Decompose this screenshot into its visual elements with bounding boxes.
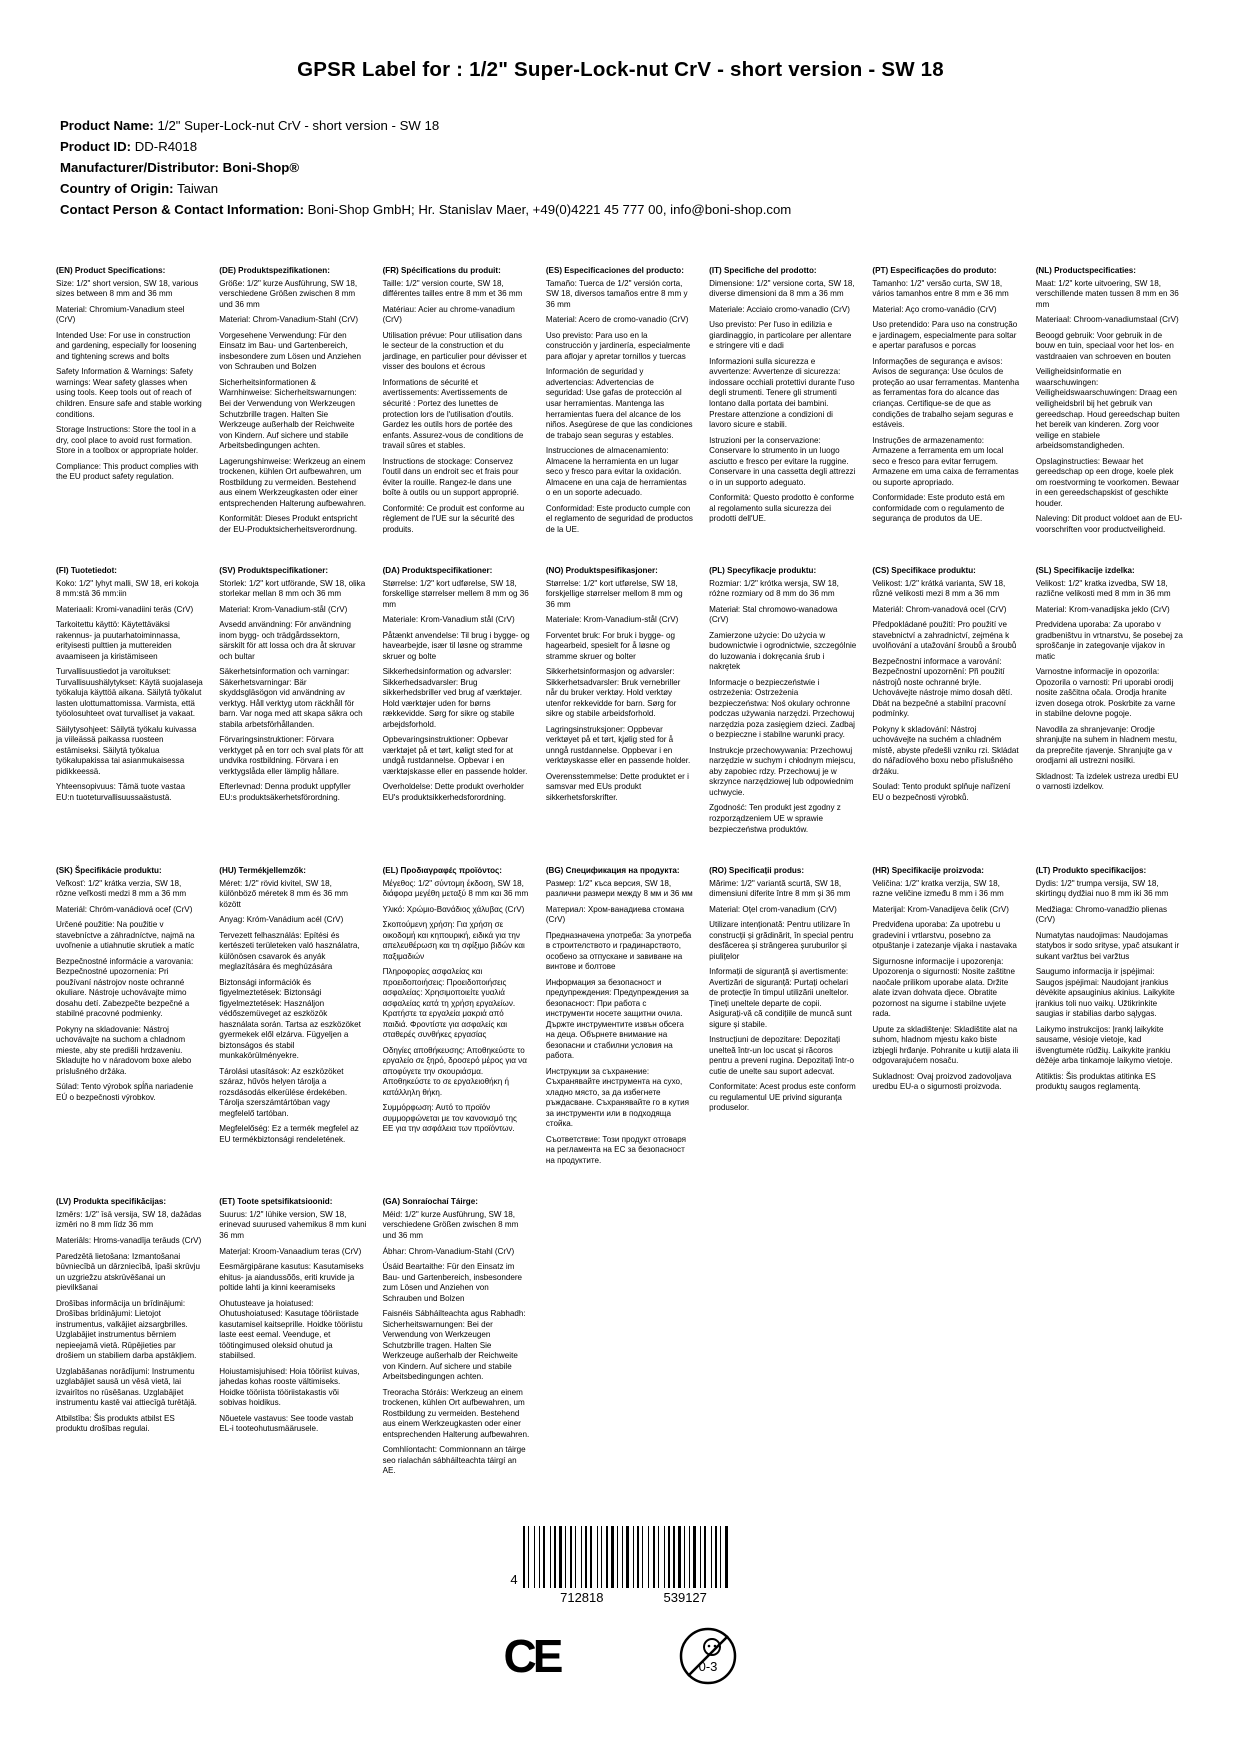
spec-paragraph: Informații de siguranță și avertismente: Avertizări de siguranță: Purtați ochelari de protecție în timpul utilizării uneltelor. Țineți uneltele departe de copii. Asigurați-vă că condițiile de muncă sunt sigure și stabile. <box>709 967 852 1029</box>
spec-paragraph: Méret: 1/2" rövid kivitel, SW 18, különböző méretek 8 mm és 36 mm között <box>219 878 348 909</box>
spec-paragraph: Предназначена употреба: За употреба в строителството и градинарството, особено за отпускане и завиване на винтове и болтове <box>545 930 692 972</box>
value-product-name: 1/2" Super-Lock-nut CrV - short version - SW 18 <box>157 118 440 133</box>
spec-paragraph: Sikkerhetsinformasjon og advarsler: Sikkerhetsadvarsler: Bruk vernebriller når du bruker verktøy. Hold verktøy utenfor rekkevidde for barn. Sørg for sikre og stabile arbeidsforhold. <box>545 667 681 719</box>
spec-paragraph: Utilizare intenționată: Pentru utilizare în construcții și grădinărit, în special pentru desfăcerea și strângerea șuruburilor și piulițelor <box>709 920 854 961</box>
spec-paragraph: Πληροφορίες ασφαλείας και προειδοποιήσεις: Προειδοποιήσεις ασφαλείας: Χρησιμοποιείτε γυαλιά ασφαλείας κατά τη χρήση εργαλείων. Κρατήστε τα εργαλεία μακριά από παιδιά. Φροντίστε για ασφαλείς και σταθερές συνθήκες εργασίας <box>382 967 516 1040</box>
spec-block <box>219 566 368 840</box>
spec-paragraph: Veiligheidsinformatie en waarschuwingen: Veiligheidswaarschuwingen: Draag een veiligheidsbril bij het gebruik van gereedschap. Houd gereedschap buiten het bereik van kinderen. Zorg voor veilige en stabiele arbeidsomstandigheden. <box>1035 367 1180 451</box>
spec-language-heading: (NL) Productspecificaties: <box>1035 266 1136 276</box>
spec-language-heading: (BG) Спецификация на продукта: <box>545 866 680 876</box>
spec-paragraph: Materiaali: Kromi-vanadiini teräs (CrV) <box>56 604 194 614</box>
spec-paragraph: Инструкции за съхранение: Съхранявайте инструмента на сухо, хладно място, за да избегнете ръждасване. Съхранявайте го в кутия за инструменти или в подходяща стойка. <box>545 1066 690 1129</box>
spec-block <box>56 866 205 1171</box>
value-contact: Boni-Shop GmbH; Hr. Stanislav Maer, +49(0)4221 45 777 00, info@boni-shop.com <box>307 202 792 218</box>
spec-block <box>56 1197 205 1481</box>
spec-paragraph: Safety Information & Warnings: Safety warnings: Wear safety glasses when using tools. Keep tools out of reach of children. Ensure safe and stable working conditions. <box>56 367 202 419</box>
spec-language-heading: (EL) Προδιαγραφές προϊόντος: <box>382 866 502 876</box>
spec-block <box>709 866 858 1171</box>
spec-paragraph: Intended Use: For use in construction and gardening, especially for loosening and tightening screws and bolts <box>56 330 197 361</box>
spec-paragraph: Instrucțiuni de depozitare: Depozitați unelteă într-un loc uscat și răcoros pentru a preveni rugina. Depozitați într-o cutie de unelte sau suport adecvat. <box>709 1035 855 1076</box>
spec-language-heading: (EN) Product Specifications: <box>56 266 166 276</box>
spec-block <box>546 566 695 840</box>
spec-paragraph: Materiál: Chrom-vanadová ocel (CrV) <box>872 604 1007 614</box>
spec-block <box>219 1197 368 1481</box>
spec-paragraph: Velikost: 1/2" krátká varianta, SW 18, různé velikosti mezi 8 mm a 36 mm <box>872 578 1006 599</box>
spec-language-heading: (SL) Specifikacije izdelka: <box>1035 566 1135 576</box>
spec-block <box>219 266 368 540</box>
spec-paragraph: Μέγεθος: 1/2" σύντομη έκδοση, SW 18, διάφορα μεγέθη μεταξύ 8 mm και 36 mm <box>382 878 529 899</box>
spec-block <box>56 566 205 840</box>
spec-paragraph: Comhlíontacht: Commionnann an táirge seo rialachán sábháilteachta táirgí an AE. <box>382 1445 526 1476</box>
spec-paragraph: Instructions de stockage: Conservez l'outil dans un endroit sec et frais pour éviter la rouille. Rangez-le dans une boîte à outils ou un support approprié. <box>382 456 519 498</box>
spec-paragraph: Naleving: Dit product voldoet aan de EU-voorschriften voor productveiligheid. <box>1035 514 1183 534</box>
spec-paragraph: Conformità: Questo prodotto è conforme al regolamento sulla sicurezza dei prodotti dell'UE. <box>709 493 855 524</box>
spec-paragraph: Materiale: Krom-Vanadium-stål (CrV) <box>545 615 679 625</box>
spec-paragraph: Tarkoitettu käyttö: Käytettäväksi rakennus- ja puutarhatoiminnassa, erityisesti pulttien ja muttereiden avaamiseen ja kiristämiseen <box>56 620 181 661</box>
spec-language-heading: (HR) Specifikacije proizvoda: <box>872 866 984 876</box>
spec-paragraph: Medžiaga: Chromo-vanadžio plienas (CrV) <box>1035 904 1168 925</box>
spec-language-heading: (ES) Especificaciones del producto: <box>545 266 684 276</box>
spec-paragraph: Bezpečnostní informace a varování: Bezpečnostní upozornění: Při použití nástrojů noste ochranné brýle. Uchovávejte nástroje mimo dosah dětí. Dbát na bezpečné a stabilní pracovní podmínky. <box>872 656 1013 719</box>
spec-block <box>1036 866 1185 1171</box>
spec-paragraph: Veličina: 1/2" kratka verzija, SW 18, razne veličine između 8 mm i 36 mm <box>872 878 1004 899</box>
spec-paragraph: Atbilstība: Šis produkts atbilst ES produktu drošības regulai. <box>56 1413 175 1434</box>
spec-paragraph: Megfelelőség: Ez a termék megfelel az EU termékbiztonsági rendeletének. <box>219 1124 359 1144</box>
spec-paragraph: Matériau: Acier au chrome-vanadium (CrV) <box>382 304 515 325</box>
spec-block <box>383 866 532 1171</box>
spec-paragraph: Dydis: 1/2" trumpa versija, SW 18, skirtingų dydžiai nuo 8 mm iki 36 mm <box>1035 878 1169 899</box>
value-country-of-origin: Taiwan <box>176 181 219 197</box>
barcode <box>510 1526 730 1588</box>
spec-paragraph: Størrelse: 1/2" kort utførelse, SW 18, forskjellige størrelser mellom 8 mm og 36 mm <box>545 578 683 609</box>
spec-paragraph: Informações de segurança e avisos: Avisos de segurança: Use óculos de proteção ao usar ferramentas. Mantenha as ferramentas fora do alcance das crianças. Certifique-se de que as condições de trabalho sejam seguras e estáveis. <box>872 356 1020 430</box>
spec-paragraph: Upute za skladištenje: Skladištite alat na suhom, hladnom mjestu kako biste izbjegli hrđanje. Pohranite u kutiji alata ili odgovarajućem nosaču. <box>872 1024 1019 1066</box>
specifications-grid <box>56 266 1185 1508</box>
spec-language-heading: (FR) Spécifications du produit: <box>382 266 501 276</box>
spec-paragraph: Opbevaringsinstruktioner: Opbevar værktøjet på et tørt, køligt sted for at undgå rustdannelse. Opbevar i en værktøjskasse eller en passende holder. <box>382 735 528 776</box>
spec-language-heading: (IT) Specifiche del prodotto: <box>709 266 817 276</box>
spec-paragraph: Tárolási utasítások: Az eszközöket száraz, hűvös helyen tárolja a rozsdásodás elkerülése érdekében. Tárolja szerszámtártóban vagy megfelelő tartóban. <box>219 1066 348 1118</box>
spec-paragraph: Uzglabāšanas norādījumi: Instrumentu uzglabājiet sausā un vēsā vietā, lai izvairītos no rūsēšanas. Uzglabājiet instrumentu kastē vai attiecīgā turētājā. <box>56 1366 197 1408</box>
spec-paragraph: Drošības informācija un brīdinājumi: Drošības brīdinājumi: Lietojot instrumentus, valkājiet aizsargbrilles. Uzglabājiet instrumentus bērniem nepieejamā vietā. Rūpējieties par drošiem un stabiliem darba apstākļiem. <box>56 1298 197 1361</box>
spec-paragraph: Predvidena uporaba: Za uporabo v gradbeništvu in vrtnarstvu, še posebej za sproščanje in zategovanje vijakov in matic <box>1035 620 1183 661</box>
spec-block <box>872 866 1021 1171</box>
spec-paragraph: Rozmiar: 1/2" krótka wersja, SW 18, różne rozmiary od 8 mm do 36 mm <box>709 578 839 599</box>
spec-paragraph: Instruções de armazenamento: Armazene a ferramenta em um local seco e fresco para evitar ferrugem. Armazene em uma caixa de ferramentas ou suporte apropriado. <box>872 435 1019 487</box>
spec-paragraph: Materiale: Krom-Vanadium stål (CrV) <box>382 615 515 625</box>
label-contact: Contact Person & Contact Information: <box>60 202 304 218</box>
spec-paragraph: Uso pretendido: Para uso na construção e jardinagem, especialmente para soltar e apertar parafusos e porcas <box>872 320 1018 351</box>
spec-paragraph: Förvaringsinstruktioner: Förvara verktyget på en torr och sval plats för att undvika rostbildning. Förvara i en verktygslåda eller lämplig hållare. <box>219 735 364 776</box>
spec-paragraph: Méid: 1/2" kurze Ausführung, SW 18, verschiedene Größen zwischen 8 mm und 36 mm <box>382 1209 519 1240</box>
spec-block <box>383 1197 532 1481</box>
spec-paragraph: Storlek: 1/2" kort utförande, SW 18, olika storlekar mellan 8 mm och 36 mm <box>219 578 366 599</box>
spec-paragraph: Úsáid Beartaithe: Für den Einsatz im Bau- und Gartenbereich, insbesondere zum Lösen und Anziehen von Schrauben und Bolzen <box>382 1262 523 1303</box>
spec-language-heading: (NO) Produktspesifikasjoner: <box>545 566 658 576</box>
spec-paragraph: Forventet bruk: For bruk i bygge- og hagearbeid, spesielt for å løsne og stramme skruer og bolter <box>545 630 675 661</box>
spec-paragraph: Sikkerhedsinformation og advarsler: Sikkerhedsadvarsler: Brug sikkerhedsbriller ved brug af værktøjer. Hold værktøjer uden for børns rækkevidde. Sørg for sikre og stabile arbejdsforhold. <box>382 667 523 729</box>
spec-paragraph: Anyag: Króm-Vanádium acél (CrV) <box>219 915 344 925</box>
spec-paragraph: Instrucciones de almacenamiento: Almacene la herramienta en un lugar seco y fresco para evitar la oxidación. Almacene en una caja de herramientas o en un soporte adecuado. <box>545 446 687 498</box>
spec-paragraph: Säkerhetsinformation och varningar: Säkerhetsvarningar: Bär skyddsgläsögon vid användning av verktyg. Håll verktyg utom räckhåll för barn. Var noga med att skapa säkra och stabila arbetsförhållanden. <box>219 667 363 729</box>
spec-block <box>872 566 1021 840</box>
spec-paragraph: Υλικό: Χρώμιο-Βανάδιος χάλυβας (CrV) <box>382 904 525 914</box>
spec-paragraph: Съответствие: Този продукт отговаря на регламента на ЕС за безопасност на продуктите. <box>545 1134 686 1165</box>
spec-paragraph: Biztonsági információk és figyelmeztetések: Biztonsági figyelmeztetések: Használjon védőszemüveget az eszközök használata során. Tartsa az eszközöket gyermekek elől elzárva. Fügyeljen a biztonságos és stabil munkakörülményekre. <box>219 977 361 1061</box>
spec-block <box>546 866 695 1171</box>
barcode-group-left: 712818 <box>560 1589 604 1605</box>
spec-paragraph: Säilytysohjeet: Säilytä työkalu kuivassa ja viileässä paikassa ruosteen estämiseksi. Säilytä työkalua työkalupakissa tai asianmukaisessa pidikkeessä. <box>56 724 197 776</box>
spec-paragraph: Materiál: Chróm-vanádiová oceľ (CrV) <box>56 904 193 914</box>
spec-block <box>383 566 532 840</box>
header-row-manufacturer <box>60 158 1185 178</box>
spec-paragraph: Compliance: This product complies with the EU product safety regulation. <box>56 461 199 482</box>
spec-language-heading: (GA) Sonraíochaí Táirge: <box>382 1197 478 1207</box>
spec-paragraph: Ábhar: Chrom-Vanadium-Stahl (CrV) <box>382 1246 515 1256</box>
spec-language-heading: (LV) Produkta specifikācijas: <box>56 1197 167 1207</box>
spec-paragraph: Materiaal: Chroom-vanadiumstaal (CrV) <box>1035 315 1179 325</box>
spec-paragraph: Maat: 1/2" korte uitvoering, SW 18, verschillende maten tussen 8 mm en 36 mm <box>1035 278 1179 309</box>
spec-paragraph: Veľkosť: 1/2" krátka verzia, SW 18, rôzne veľkosti medzi 8 mm a 36 mm <box>56 878 187 899</box>
spec-paragraph: Ohutusteave ja hoiatused: Ohutushoiatused: Kasutage tööriistade kasutamisel kaitseprille. Hoidke tööriistu laste eest eemal. Veenduge, et töötingimused oleksid ohutud ja stabiilsed. <box>219 1298 363 1361</box>
spec-paragraph: Tervezett felhasználás: Epítési és kertészeti területeken való használatra, különösen csavarok és anyák meglazítására és meghúzására <box>219 930 360 972</box>
spec-paragraph: Material: Chromium-Vanadium steel (CrV) <box>56 304 185 325</box>
spec-language-heading: (PT) Especificações do produto: <box>872 266 997 276</box>
spec-paragraph: Tamaño: Tuerca de 1/2" versión corta, SW 18, diversos tamaños entre 8 mm y 36 mm <box>545 278 688 309</box>
label-product-name: Product Name: <box>60 118 154 133</box>
spec-paragraph: Storage Instructions: Store the tool in a dry, cool place to avoid rust formation. Store in a toolbox or appropriate holder. <box>56 425 199 456</box>
spec-paragraph: Beoogd gebruik: Voor gebruik in de bouw en tuin, speciaal voor het los- en vastdraaien van schroeven en bouten <box>1035 330 1174 361</box>
spec-paragraph: Sicherheitsinformationen & Warnhinweise: Sicherheitswarnungen: Bei der Verwendung von Werkzeugen Schutzbrille tragen. Halten Sie Werkzeuge außerhalb der Reichweite von Kindern. Auf sichere und stabile Arbeitsbedingungen achten. <box>219 377 357 451</box>
spec-language-heading: (DE) Produktspezifikationen: <box>219 266 330 276</box>
spec-paragraph: Bezpečnostné informácie a varovania: Bezpečnostné upozornenia: Pri používaní nástrojov noste ochranné okuliare. Nástroje uchovávajte mimo dosahu detí. Zabezpečte bezpečné a stabilné pracovné podmienky. <box>56 956 194 1019</box>
age-warning-icon <box>679 1627 737 1685</box>
spec-paragraph: Οδηγίες αποθήκευσης: Αποθηκεύστε το εργαλείο σε ξηρό, δροσερό μέρος για να αποφύγετε την σκουριάσμα. Αποθηκεύστε το σε εργαλειοθήκη ή κατάλληλη θήκη. <box>382 1045 527 1097</box>
spec-paragraph: Lagringsinstruksjoner: Oppbevar verktøyet på et tørt, kjølig sted for å unngå rustdannelse. Oppbevar i en verktøyskasse eller en passende holder. <box>545 724 691 766</box>
label-product-id: Product ID: <box>60 139 132 155</box>
spec-paragraph: Uso previsto: Per l'uso in edilizia e giardinaggio, in particolare per allentare e stringere viti e dadi <box>709 320 852 351</box>
spec-paragraph: Uso previsto: Para uso en la construcción y jardinería, especialmente para aflojar y apretar tornillos y tuercas <box>545 330 691 361</box>
spec-paragraph: Zamierzone użycie: Do użycia w budownictwie i ogrodnictwie, szczególnie do luzowania i dokręcania śrub i nakrętek <box>709 630 857 672</box>
spec-paragraph: Informations de sécurité et avertissements: Avertissements de sécurité : Portez des lunettes de protection lors de l'utilisation d'outils. Gardez les outils hors de portée des enfants. Assurez-vous de conditions de travail sûres et stables. <box>382 377 524 451</box>
spec-block <box>546 266 695 540</box>
spec-paragraph: Paredzētā lietošana: Izmantošanai būvniecībā un dārzniecībā, īpaši skrūvju un uzgriežzu atskrūvēšanai un pievilkšanai <box>56 1251 200 1293</box>
label-manufacturer: Manufacturer/Distributor: <box>60 160 219 176</box>
spec-paragraph: Určené použitie: Na použitie v stavebníctve a záhradníctve, najmä na uvoľnenie a utiahnutie skrutiek a matíc <box>56 920 195 951</box>
spec-paragraph: Информация за безопасност и предупреждения: Предупреждения за безопасност: При работа с инструменти носете защитни очила. Държте инструментите извън обсега на деца. Обърнете внимание на безопасни и стабилни условия на работа. <box>545 977 689 1061</box>
barcode-area <box>56 1526 1185 1605</box>
spec-paragraph: Mărime: 1/2" variantă scurtă, SW 18, dimensiuni diferite între 8 mm și 36 mm <box>709 878 851 899</box>
spec-language-heading: (SK) Špecifikácie produktu: <box>56 866 162 876</box>
spec-block <box>709 266 858 540</box>
spec-paragraph: Dimensione: 1/2" versione corta, SW 18, diverse dimensioni da 8 mm a 36 mm <box>709 278 855 299</box>
spec-language-heading: (LT) Produkto specifikacijos: <box>1035 866 1147 876</box>
spec-paragraph: Suurus: 1/2" lühike version, SW 18, erinevad suurused vahemikus 8 mm kuni 36 mm <box>219 1209 367 1240</box>
spec-paragraph: Súlad: Tento výrobok spĺňa nariadenie EÚ o bezpečnosti výrobkov. <box>56 1082 194 1102</box>
barcode-group-right: 539127 <box>663 1589 707 1605</box>
spec-paragraph: Istruzioni per la conservazione: Conservare lo strumento in un luogo asciutto e fresco per evitare la ruggine. Conservare in una cassetta degli attrezzi o in un supporto adeguato. <box>709 435 856 487</box>
compliance-marks <box>56 1627 1185 1697</box>
spec-paragraph: Předpokládané použití: Pro použití ve stavebnictví a zahradnictví, zejména k uvolňování a utažování šroubů a šroubů <box>872 620 1017 651</box>
spec-block <box>1036 266 1185 540</box>
spec-paragraph: Informazioni sulla sicurezza e avvertenze: Avvertenze di sicurezza: indossare occhiali protettivi durante l'uso degli strumenti. Tenere gli strumenti lontano dalla portata dei bambini. Prestare attenzione a condizioni di lavoro sicure e stabili. <box>709 356 855 430</box>
spec-paragraph: Velikost: 1/2" kratka izvedba, SW 18, različne velikosti med 8 mm in 36 mm <box>1035 578 1171 599</box>
spec-paragraph: Material: Chrom-Vanadium-Stahl (CrV) <box>219 315 359 325</box>
spec-paragraph: Sukladnost: Ovaj proizvod zadovoljava uredbu EU-a o sigurnosti proizvoda. <box>872 1071 1012 1092</box>
spec-paragraph: Turvallisuustiedot ja varoitukset: Turvallisuushälytykset: Käytä suojalaseja työkaluja käyttöä aikana. Säilytä työkalut lasten ulottumattomissa. Varmista, että työolosuhteet ovat turvalliset ja vakaat. <box>56 667 203 719</box>
spec-paragraph: Numatytas naudojimas: Naudojamas statybos ir sodo srityse, ypač atsukant ir sukant varžtus bei varžtus <box>1035 930 1180 961</box>
barcode-numbers <box>534 1590 707 1605</box>
spec-paragraph: Vorgesehene Verwendung: Für den Einsatz im Bau- und Gartenbereich, insbesondere zum Lösen und Anziehen von Schrauben und Bolzen <box>219 330 362 372</box>
spec-paragraph: Zgodność: Ten produkt jest zgodny z rozporządzeniem UE w sprawie bezpieczeństwa produktów. <box>709 803 841 834</box>
spec-paragraph: Navodila za shranjevanje: Orodje shranjujte na suhem in hladnem mestu, da preprečite rjavenje. Shranjujte ga v orodjarni ali ustrezni nosilki. <box>1035 724 1177 766</box>
spec-paragraph: Sigurnosne informacije i upozorenja: Upozorenja o sigurnosti: Nosite zaštitne naočale prilikom uporabe alata. Držite alate izvan dohvata djece. Obratite pozornost na sigurne i stabilne uvjete rada. <box>872 956 1016 1019</box>
spec-language-heading: (PL) Specyfikacje produktu: <box>709 566 817 576</box>
spec-paragraph: Materiāls: Hroms-vanadīja terāuds (CrV) <box>56 1235 202 1245</box>
spec-paragraph: Yhteensopivuus: Tämä tuote vastaa EU:n tuoteturvallisuussaästustä. <box>56 782 185 802</box>
spec-paragraph: Размер: 1/2" къса версия, SW 18, различни размери между 8 мм и 36 мм <box>545 878 693 899</box>
spec-language-heading: (CS) Specifikace produktu: <box>872 566 976 576</box>
spec-language-heading: (ET) Toote spetsifikatsioonid: <box>219 1197 333 1207</box>
spec-paragraph: Overensstemmelse: Dette produktet er i samsvar med EUs produkt sikkerhetsforskrifter. <box>545 771 689 802</box>
spec-paragraph: Pokyny k skladování: Nástroj uchovávejte na suchém a chladném místě, abyste předešli vzniku rzi. Skládat do nářadíového boxu nebo příslušného držáku. <box>872 724 1019 776</box>
spec-paragraph: Material: Oțel crom-vanadium (CrV) <box>709 904 837 914</box>
spec-paragraph: Información de seguridad y advertencias: Advertencias de seguridad: Use gafas de protección al usar herramientas. Mantenga las herramientas fuera del alcance de los niños. Asegúrese de que las condiciones de trabajo sean seguras y estables. <box>545 367 693 440</box>
spec-paragraph: Utilisation prévue: Pour utilisation dans le secteur de la construction et du jardinage, en particulier pour dévisser et visser des boulons et écrous <box>382 330 527 372</box>
spec-paragraph: Skladnost: Ta izdelek ustreza uredbi EU o varnosti izdelkov. <box>1035 771 1179 792</box>
spec-paragraph: Konformität: Dieses Produkt entspricht der EU-Produktsicherheitsverordnung. <box>219 514 358 534</box>
spec-paragraph: Opslaginstructies: Bewaar het gereedschap op een droge, koele plek om roestvorming te voorkomen. Bewaar in een gereedschapskist of geschikte houder. <box>1035 456 1180 508</box>
spec-paragraph: Größe: 1/2" kurze Ausführung, SW 18, verschiedene Größen zwischen 8 mm und 36 mm <box>219 278 358 309</box>
spec-paragraph: Påtænkt anvendelse: Til brug i bygge- og havearbejde, især til løsne og stramme skruer og bolte <box>382 630 530 661</box>
product-header <box>60 116 1185 220</box>
spec-language-heading: (SV) Produktspecifikationer: <box>219 566 329 576</box>
spec-paragraph: Materiał: Stal chromowo-wanadowa (CrV) <box>709 604 838 625</box>
spec-paragraph: Varnostne informacije in opozorila: Opozorila o varnosti: Pri uporabi orodij nosite zaščitna očala. Orodja hranite izven dosega otrok. Poskrbite za varne in stabilne delovne pogoje. <box>1035 667 1176 719</box>
spec-language-heading: (DA) Produktspecifikationer: <box>382 566 493 576</box>
spec-paragraph: Izmērs: 1/2" īsā versija, SW 18, dažādas izmēri no 8 mm līdz 36 mm <box>56 1209 202 1230</box>
page-title: GPSR Label for : 1/2" Super-Lock-nut CrV - short version - SW 18 <box>297 58 944 81</box>
spec-paragraph: Conformité: Ce produit est conforme au règlement de l'UE sur la sécurité des produits. <box>382 503 525 534</box>
spec-paragraph: Efterlevnad: Denna produkt uppfyller EU:s produktsäkerhetsförordning. <box>219 782 351 802</box>
spec-paragraph: Material: Krom-Vanadium-stål (CrV) <box>219 604 348 614</box>
header-row-product-name <box>60 116 1185 136</box>
spec-paragraph: Συμμόρφωση: Αυτό το προϊόν συμμορφώνεται με τον κανονισμό της ΕΕ για την ασφάλεια των προϊόντων. <box>382 1103 517 1134</box>
spec-paragraph: Hoiustamisjuhised: Hoia tööriist kuivas, jahedas kohas rooste vältimiseks. Hoidke tööriista tööriistakastis või sobivas hoidikus. <box>219 1366 360 1408</box>
spec-paragraph: Størrelse: 1/2" kort udførelse, SW 18, forskellige størrelser mellem 8 mm og 36 mm <box>382 578 529 609</box>
value-manufacturer: Boni-Shop® <box>222 160 300 176</box>
spec-paragraph: Materijal: Krom-Vanadijeva čelik (CrV) <box>872 904 1010 914</box>
spec-paragraph: Atitiktis: Šis produktas atitinka ES produktų saugos reglamentą. <box>1035 1071 1156 1092</box>
barcode-bars <box>523 1526 731 1588</box>
spec-block <box>56 266 205 540</box>
spec-language-heading: (RO) Specificații produs: <box>709 866 805 876</box>
spec-block <box>219 866 368 1171</box>
spec-paragraph: Treoracha Stóráis: Werkzeug an einem trockenen, kühlen Ort aufbewahren, um Rostbildung zu vermeiden. Bestehend aus einem Werkzeugkasten oder einer entsprechenden Halterung aufbewahren. <box>382 1387 530 1439</box>
header-row-product-id <box>60 137 1185 157</box>
spec-paragraph: Material: Acero de cromo-vanadio (CrV) <box>545 315 689 325</box>
header-row-country <box>60 179 1185 199</box>
spec-paragraph: Faisnéis Sábháilteachta agus Rabhadh: Sicherheitswarnungen: Bei der Verwendung von Werkzeugen Schutzbrille tragen. Halten Sie Werkzeuge außerhalb der Reichweite von Kindern. Auf sichere und stabile Arbeitsbedingungen achten. <box>382 1309 526 1382</box>
spec-paragraph: Eesmärgipärane kasutus: Kasutamiseks ehitus- ja aiandussõõs, eriti kruvide ja poltide lahti ja kinni keeramiseks <box>219 1262 364 1293</box>
spec-paragraph: Материал: Хром-ванадиева стомана (CrV) <box>545 904 685 925</box>
spec-paragraph: Avsedd användning: För användning inom bygg- och trädgårdssektorn, särskilt för att lossa och dra åt skruvar och bultar <box>219 620 356 661</box>
spec-block <box>872 266 1021 540</box>
spec-block <box>709 566 858 840</box>
spec-block <box>1036 566 1185 840</box>
spec-paragraph: Material: Krom-vanadijska jeklo (CrV) <box>1035 604 1170 614</box>
header-row-contact <box>60 200 1185 220</box>
spec-paragraph: Materiale: Acciaio cromo-vanadio (CrV) <box>709 304 850 314</box>
spec-block <box>383 266 532 540</box>
spec-paragraph: Conformidade: Este produto está em conformidade com o regulamento de segurança de produtos da UE. <box>872 493 1005 524</box>
spec-paragraph: Conformidad: Este producto cumple con el reglamento de seguridad de productos de la UE. <box>545 503 693 534</box>
spec-paragraph: Pokyny na skladovanie: Nástroj uchovávajte na suchom a chladnom mieste, aby ste predišli hrdzaveniu. Skladujte ho v náradovom boxe alebo príslušného držáka. <box>56 1024 192 1076</box>
spec-paragraph: Overholdelse: Dette produkt overholder EU's produktsikkerhedsforordning. <box>382 782 524 802</box>
spec-paragraph: Nõuetele vastavus: See toode vastab EL-i tooteohutusmäärusele. <box>219 1413 354 1434</box>
barcode-lead-digit: 4 <box>510 1571 518 1587</box>
spec-language-heading: (HU) Termékjellemzők: <box>219 866 306 876</box>
spec-language-heading: (FI) Tuotetiedot: <box>56 566 117 576</box>
spec-paragraph: Taille: 1/2" version courte, SW 18, différentes tailles entre 8 mm et 36 mm <box>382 278 523 299</box>
spec-paragraph: Informacje o bezpieczeństwie i ostrzeżenia: Ostrzeżenia bezpieczeństwa: Noś okulary ochronne podczas używania narzędzi. Przechowuj narzędzia poza zasięgiem dzieci. Zadbaj o bezpieczne i stabilne warunki pracy. <box>709 677 855 740</box>
spec-paragraph: Σκοπούμενη χρήση: Για χρήση σε οικοδομή και κηπουρική, ειδικά για την απελευθέρωση και τη σφίξιμο βιδών και παξιμαδιών <box>382 920 525 961</box>
value-product-id: DD-R4018 <box>134 139 198 155</box>
spec-paragraph: Material: Aço cromo-vanádio (CrV) <box>872 304 997 314</box>
spec-paragraph: Lagerungshinweise: Werkzeug an einem trockenen, kühlen Ort aufbewahren, um Rostbildung zu vermeiden. Bestehend aus einem Werkzeugkasten oder einer entsprechenden Halterung aufbewahren. <box>219 456 366 508</box>
spec-paragraph: Materjal: Kroom-Vanaadium teras (CrV) <box>219 1246 362 1256</box>
svg-text:0-3: 0-3 <box>699 1658 718 1674</box>
label-country-of-origin: Country of Origin: <box>60 181 174 197</box>
ce-mark-icon: CE <box>503 1629 560 1682</box>
spec-paragraph: Tamanho: 1/2" versão curta, SW 18, vários tamanhos entre 8 mm e 36 mm <box>872 278 1009 299</box>
spec-paragraph: Predviđena uporaba: Za upotrebu u gradevini i vrtlarstvu, posebno za otpuštanje i zatezanje vijaka i nastavaka <box>872 920 1017 951</box>
spec-paragraph: Conformitate: Acest produs este conform cu regulamentul UE privind siguranța produselor. <box>709 1082 856 1113</box>
spec-paragraph: Laikymo instrukcijos: Įrankį laikykite sausame, vėsioje vietoje, kad išvengtumėte rūdžių. Laikykite įrankiu dėžėje arba tinkamoje laikymo vietoje. <box>1035 1024 1173 1066</box>
spec-paragraph: Koko: 1/2" lyhyt malli, SW 18, eri kokoja 8 mm:stä 36 mm:iin <box>56 578 199 599</box>
spec-paragraph: Instrukcje przechowywania: Przechowuj narzędzie w suchym i chłodnym miejscu, aby zapobiec rdzy. Przechowuj je w skrzynce narzędziowej lub odpowiednim uchwycie. <box>709 745 856 797</box>
spec-paragraph: Saugumo informacija ir įspėjimai: Saugos įspėjimai: Naudojant įrankius dėvėkite apsauginius akinius. Laikykite įrankius toli nuo vaikų. Užtikrinkite saugias ir stabilias darbo sąlygas. <box>1035 967 1175 1019</box>
spec-paragraph: Size: 1/2" short version, SW 18, various sizes between 8 mm and 36 mm <box>56 278 199 299</box>
spec-paragraph: Soulad: Tento produkt splňuje nařízení EU o bezpečnosti výrobků. <box>872 782 1011 802</box>
